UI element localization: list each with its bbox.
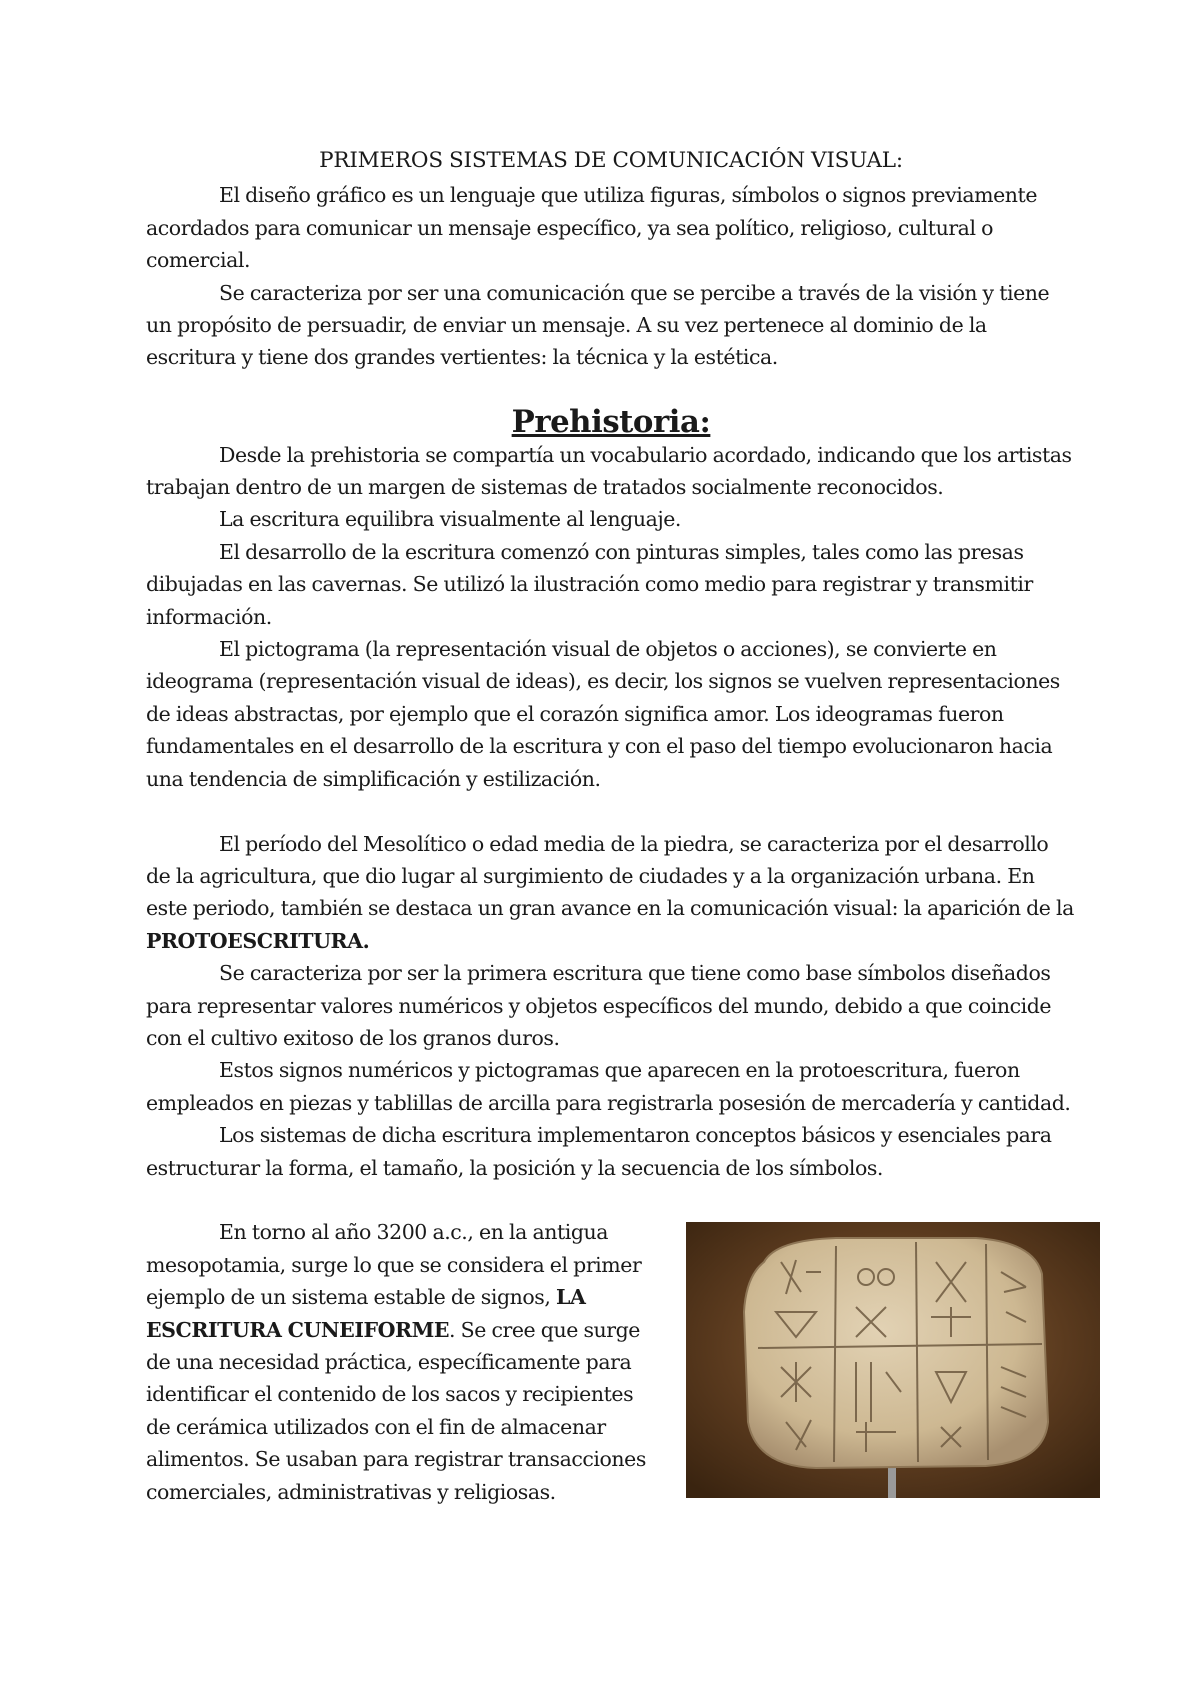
cuneiforme-text-before: En torno al año 3200 a.c., en la antigua mesopotamia, surge lo que se considera el primer ejemplo de un sistema estable de signos, bbox=[146, 1220, 642, 1310]
mesolitico-paragraph-4: Los sistemas de dicha escritura implementaron conceptos básicos y esenciales para estructurar la forma, el tamaño, la posición y la secuencia de los símbolos. bbox=[146, 1123, 1052, 1180]
clay-tablet-illustration bbox=[686, 1222, 1100, 1498]
cuneiforme-text-after: . Se cree que surge de una necesidad práctica, específicamente para identificar el contenido de los sacos y recipientes de cerámica utilizados con el fin de almacenar alimentos. Se usaban para registrar transacciones comerciales, administrativas y religiosas. bbox=[146, 1317, 646, 1504]
document-page bbox=[146, 145, 1076, 1516]
protoescritura-term: PROTOESCRITURA. bbox=[146, 928, 370, 953]
document-title: PRIMEROS SISTEMAS DE COMUNICACIÓN VISUAL: bbox=[319, 148, 903, 173]
prehistoria-paragraph-2: La escritura equilibra visualmente al lenguaje. bbox=[219, 507, 681, 532]
clay-tablet-image bbox=[686, 1222, 1100, 1498]
prehistoria-paragraph-3: El desarrollo de la escritura comenzó con pinturas simples, tales como las presas dibujadas en las cavernas. Se utilizó la ilustración como medio para registrar y transmitir información. bbox=[146, 539, 1033, 629]
prehistoria-paragraph-4: El pictograma (la representación visual de objetos o acciones), se convierte en ideograma (representación visual de ideas), es decir, los signos se vuelven representaciones de ideas abstractas, por ejemplo que el corazón significa amor. Los ideogramas fueron fundamentales en el desarrollo de la escritura y con el paso del tiempo evolucionaron hacia una tendencia de simplificación y estilización. bbox=[146, 637, 1060, 791]
spacer bbox=[146, 795, 1076, 827]
mesolitico-paragraph-3: Estos signos numéricos y pictogramas que aparecen en la protoescritura, fueron empleados en piezas y tablillas de arcilla para registrarla posesión de mercadería y cantidad. bbox=[146, 1058, 1071, 1115]
cuneiform-section bbox=[146, 1216, 1076, 1516]
cuneiforme-term: LA ESCRITURA CUNEIFORME bbox=[146, 1285, 586, 1342]
mesolitico-paragraph-1 bbox=[146, 828, 1076, 958]
section-heading-prehistoria: Prehistoria: bbox=[511, 404, 711, 441]
mesolitico-text: El período del Mesolítico o edad media de la piedra, se caracteriza por el desarrollo de la agricultura, que dio lugar al surgimiento de ciudades y a la organización urbana. En este periodo, también se destaca un gran avance en la comunicación visual: la aparición de la bbox=[146, 831, 1074, 921]
cuneiform-text-column bbox=[146, 1216, 646, 1508]
intro-paragraph-2: Se caracteriza por ser una comunicación que se percibe a través de la visión y tiene un propósito de persuadir, de enviar un mensaje. A su vez pertenece al dominio de la escritura y tiene dos grandes vertientes: la técnica y la estética. bbox=[146, 280, 1050, 370]
prehistoria-paragraph-1: Desde la prehistoria se compartía un vocabulario acordado, indicando que los artistas trabajan dentro de un margen de sistemas de tratados socialmente reconocidos. bbox=[146, 442, 1072, 500]
mesolitico-paragraph-2: Se caracteriza por ser la primera escritura que tiene como base símbolos diseñados para representar valores numéricos y objetos específicos del mundo, debido a que coincide con el cultivo exitoso de los granos duros. bbox=[146, 961, 1052, 1050]
intro-paragraph-1: El diseño gráfico es un lenguaje que utiliza figuras, símbolos o signos previamente acordados para comunicar un mensaje específico, ya sea político, religioso, cultural o comercial. bbox=[146, 183, 1038, 273]
spacer bbox=[146, 1184, 1076, 1216]
cuneiforme-paragraph bbox=[146, 1216, 646, 1508]
spacer bbox=[146, 374, 1076, 406]
